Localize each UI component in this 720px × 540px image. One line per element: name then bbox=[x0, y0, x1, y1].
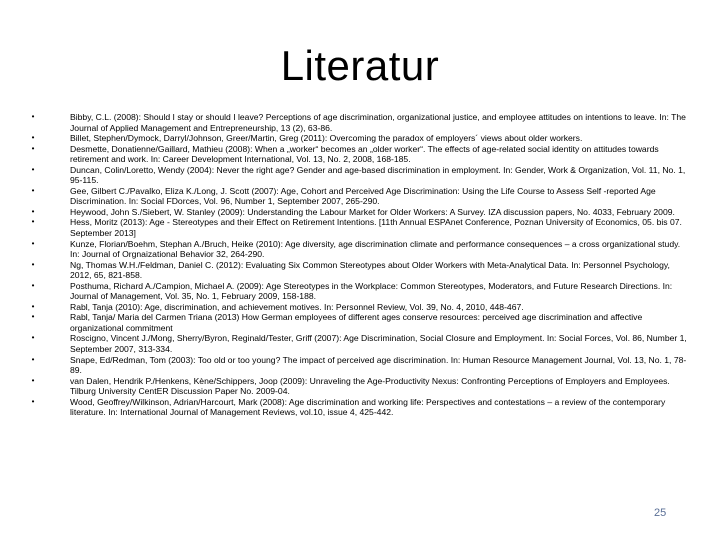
bullet-icon: • bbox=[31, 112, 35, 121]
reference-item bbox=[30, 207, 690, 218]
reference-list bbox=[30, 112, 690, 418]
bullet-icon: • bbox=[31, 206, 35, 216]
bullet-icon: • bbox=[31, 133, 35, 143]
reference-item bbox=[30, 239, 690, 260]
reference-item bbox=[30, 302, 690, 313]
reference-text: Desmette, Donatienne/Gaillard, Mathieu (2008): When a „worker“ becomes an „older worker“. The effects of age-related social identity on attitudes towards retirement and work. In: Career Development International, Vol. 13, No. 2, 2008, 168-185. bbox=[70, 143, 659, 165]
bullet-icon: • bbox=[31, 217, 35, 227]
reference-text: Snape, Ed/Redman, Tom (2003): Too old or too young? The impact of perceived age discrimination. In: Human Resource Management Journal, Vol. 13, No. 1, 78-89. bbox=[70, 354, 687, 376]
reference-text: Hess, Moritz (2013): Age - Stereotypes and their Effect on Retirement Intentions. [11th Annual ESPAnet Conference, Poznan University of Economics, 05. bis 07. September 2013] bbox=[70, 217, 682, 239]
bullet-icon: • bbox=[31, 238, 35, 248]
reference-text: van Dalen, Hendrik P./Henkens, Kène/Schippers, Joop (2009): Unraveling the Age-Productivity Nexus: Confronting Perceptions of Employers and Employees. Tilburg University CentER Discussion Paper No. 2009-04. bbox=[70, 375, 670, 397]
bullet-icon: • bbox=[31, 280, 35, 290]
reference-text: Kunze, Florian/Boehm, Stephan A./Bruch, Heike (2010): Age diversity, age discrimination climate and performance consequences – a cross organizational study. In: Journal of Orgnaizational Behavior 32, 264-290. bbox=[70, 238, 681, 260]
reference-text: Heywood, John S./Siebert, W. Stanley (2009): Understanding the Labour Market for Older Workers: A Survey. IZA discussion papers, No. 4033, February 2009. bbox=[70, 206, 675, 217]
reference-text: Gee, Gilbert C./Pavalko, Eliza K./Long, J. Scott (2007): Age, Cohort and Perceived Age Discrimination: Using the Life Course to Assess Self -reported Age Discrimination. In: Social FDorces, Vol. 96, Number 1, September 2007, 265-290. bbox=[70, 185, 656, 207]
reference-item bbox=[30, 186, 690, 207]
reference-text: Rabl, Tanja (2010): Age, discrimination, and achievement motives. In: Personnel Review, Vol. 39, No. 4, 2010, 448-467. bbox=[70, 301, 524, 312]
reference-item bbox=[30, 376, 690, 397]
bullet-icon: • bbox=[31, 143, 35, 153]
bullet-icon: • bbox=[31, 396, 35, 406]
reference-item bbox=[30, 144, 690, 165]
reference-item bbox=[30, 165, 690, 186]
reference-text: Billet, Stephen/Dymock, Darryl/Johnson, Greer/Martin, Greg (2011): Overcoming the paradox of employers´ views about older workers. bbox=[70, 133, 583, 144]
bullet-icon: • bbox=[31, 312, 35, 322]
reference-text: Bibby, C.L. (2008): Should I stay or should I leave? Perceptions of age discrimination, organizational justice, and employee attitudes on intentions to leave. In: The Journal of Applied Management and Entrepreneurship, 13 (2), 63-86. bbox=[70, 112, 686, 133]
slide-title: Literatur bbox=[280, 42, 440, 89]
reference-item bbox=[30, 133, 690, 144]
page-number: 25 bbox=[654, 507, 667, 519]
reference-item bbox=[30, 355, 690, 376]
reference-item bbox=[30, 112, 690, 133]
reference-item bbox=[30, 260, 690, 281]
bullet-icon: • bbox=[31, 164, 35, 174]
bullet-icon: • bbox=[31, 354, 35, 364]
bullet-icon: • bbox=[31, 259, 35, 269]
bullet-icon: • bbox=[31, 185, 35, 195]
reference-text: Duncan, Colin/Loretto, Wendy (2004): Never the right age? Gender and age-based discrimination in employment. In: Gender, Work & Organization, Vol. 11, No. 1, 95-115. bbox=[70, 164, 686, 186]
bullet-icon: • bbox=[31, 375, 35, 385]
reference-item bbox=[30, 281, 690, 302]
reference-text: Ng, Thomas W.H./Feldman, Daniel C. (2012): Evaluating Six Common Stereotypes about Older Workers with Meta-Analytical Data. In: Personnel Psychology, 2012, 65, 821-858. bbox=[70, 259, 670, 281]
bullet-icon: • bbox=[31, 333, 35, 343]
reference-text: Posthuma, Richard A./Campion, Michael A. (2009): Age Stereotypes in the Workplace: Common Stereotypes, Moderators, and Future Research Directions. In: Journal of Management, Vol. 35, No. 1, February 2009, 158-188. bbox=[70, 280, 673, 302]
reference-item bbox=[30, 333, 690, 354]
bullet-icon: • bbox=[31, 301, 35, 311]
reference-item bbox=[30, 217, 690, 238]
reference-text: Roscigno, Vincent J./Mong, Sherry/Byron, Reginald/Tester, Griff (2007): Age Discrimination, Social Closure and Employment. In: Social Forces, Vol. 86, Number 1, September 2007, 313-334. bbox=[70, 333, 687, 355]
reference-item bbox=[30, 312, 690, 333]
reference-item bbox=[30, 397, 690, 418]
reference-text: Rabl, Tanja/ Maria del Carmen Triana (2013) How German employees of different ages conserve resources: perceived age discrimination and affective organizational commitment bbox=[70, 312, 643, 333]
reference-text: Wood, Geoffrey/Wilkinson, Adrian/Harcourt, Mark (2008): Age discrimination and working life: Perspectives and contestations – a review of the contemporary literature. In: International Journal of Management Reviews, vol.10, issue 4, 425-442. bbox=[70, 396, 666, 418]
